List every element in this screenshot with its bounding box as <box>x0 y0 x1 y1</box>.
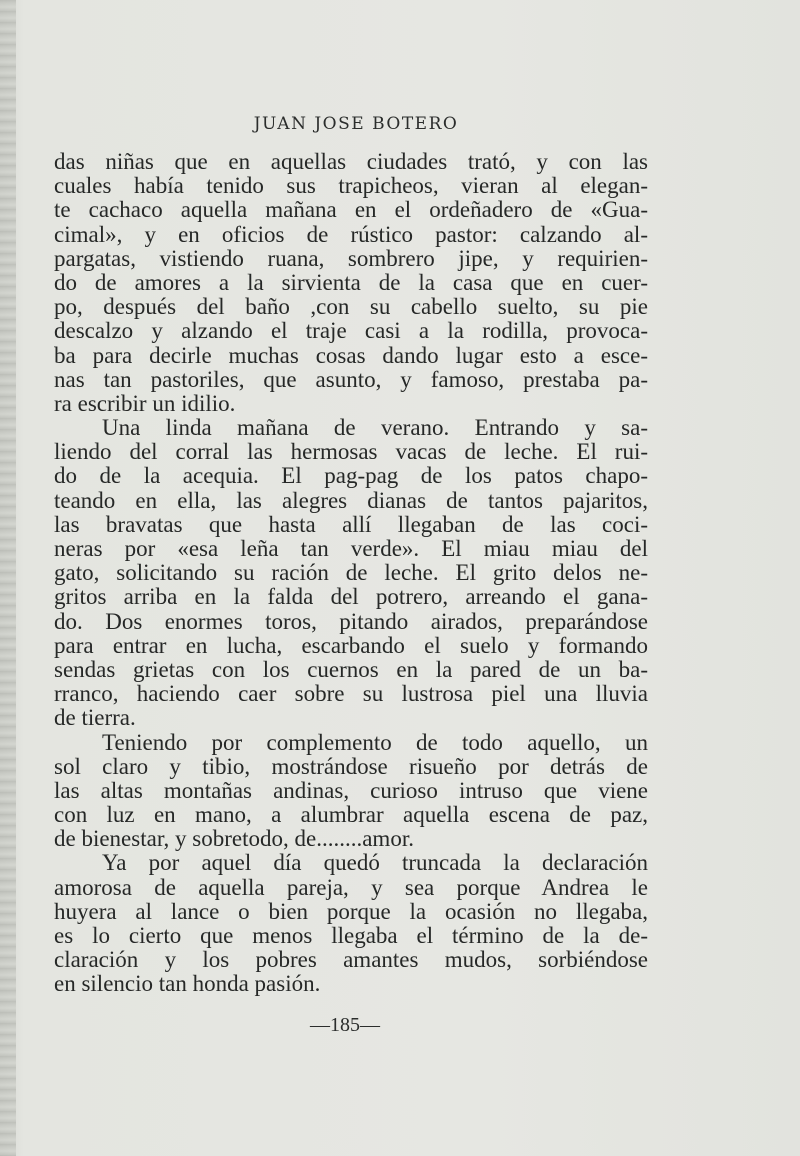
text-line: do. Dos enormes toros, pitando airados, preparándose <box>54 608 648 634</box>
paragraph-first-line: Ya por aquel día quedó truncada la declaración <box>102 850 648 876</box>
text-line: te cachaco aquella mañana en el ordeñadero de «Gua- <box>54 197 648 223</box>
text-line: gato, solicitando su ración de leche. El grito delos ne- <box>54 560 648 586</box>
text-line: do de amores a la sirvienta de la casa que en cuer- <box>54 269 648 295</box>
text-line: de bienestar, y sobretodo, de........amor. <box>54 826 414 852</box>
text-line: ba para decirle muchas cosas dando lugar esto a esce- <box>54 342 648 368</box>
text-line: teando en ella, las alegres dianas de tantos pajaritos, <box>54 487 648 513</box>
text-line: do de la acequia. El pag-pag de los patos chapo- <box>54 463 648 489</box>
text-line: con luz en mano, a alumbrar aquella escena de paz, <box>54 802 648 828</box>
text-line: neras por «esa leña tan verde». El miau miau del <box>54 536 648 561</box>
text-line: cimal», y en oficios de rústico pastor: calzando al- <box>54 221 648 247</box>
text-line: po, después del baño ,con su cabello suelto, su pie <box>54 294 648 320</box>
text-line: para entrar en lucha, escarbando el suelo y formando <box>54 632 648 658</box>
text-line: amorosa de aquella pareja, y sea porque Andrea le <box>54 874 648 900</box>
text-line: es lo cierto que menos llegaba el término de la de- <box>54 923 648 948</box>
text-line: las altas montañas andinas, curioso intruso que viene <box>54 777 648 803</box>
text-line: sendas grietas con los cuernos en la pared de un ba- <box>54 656 648 682</box>
text-line: pargatas, vistiendo ruana, sombrero jipe, y requirien- <box>54 245 648 271</box>
text-line: huyera al lance o bien porque la ocasión no llegaba, <box>54 898 648 924</box>
text-line: cuales había tenido sus trapicheos, vieran al elegan- <box>54 173 648 199</box>
text-line: descalzo y alzando el traje casi a la rodilla, provoca- <box>54 318 648 344</box>
text-line: sol claro y tibio, mostrándose risueño por detrás de <box>54 753 648 779</box>
text-line: rranco, haciendo caer sobre su lustrosa piel una lluvia <box>54 681 648 707</box>
text-line: de tierra. <box>54 705 136 731</box>
running-head: JUAN JOSE BOTERO <box>253 114 459 134</box>
text-line: nas tan pastoriles, que asunto, y famoso, prestaba pa- <box>54 366 648 392</box>
page-binding-edge <box>0 0 16 1156</box>
text-line: ra escribir un idilio. <box>54 390 236 416</box>
paragraph-first-line: Teniendo por complemento de todo aquello, un <box>102 729 648 755</box>
body-text <box>54 150 648 997</box>
page-number: —185— <box>310 1014 380 1036</box>
paragraph-first-line: Una linda mañana de verano. Entrando y sa- <box>102 415 648 441</box>
text-line: liendo del corral las hermosas vacas de leche. El rui- <box>54 439 648 465</box>
text-line: gritos arriba en la falda del potrero, arreando el gana- <box>54 584 648 610</box>
text-line: claración y los pobres amantes mudos, sorbiéndose <box>54 947 648 973</box>
text-line: las bravatas que hasta allí llegaban de las coci- <box>54 511 648 537</box>
text-line: das niñas que en aquellas ciudades trató, y con las <box>54 149 648 174</box>
text-line: en silencio tan honda pasión. <box>54 971 321 997</box>
